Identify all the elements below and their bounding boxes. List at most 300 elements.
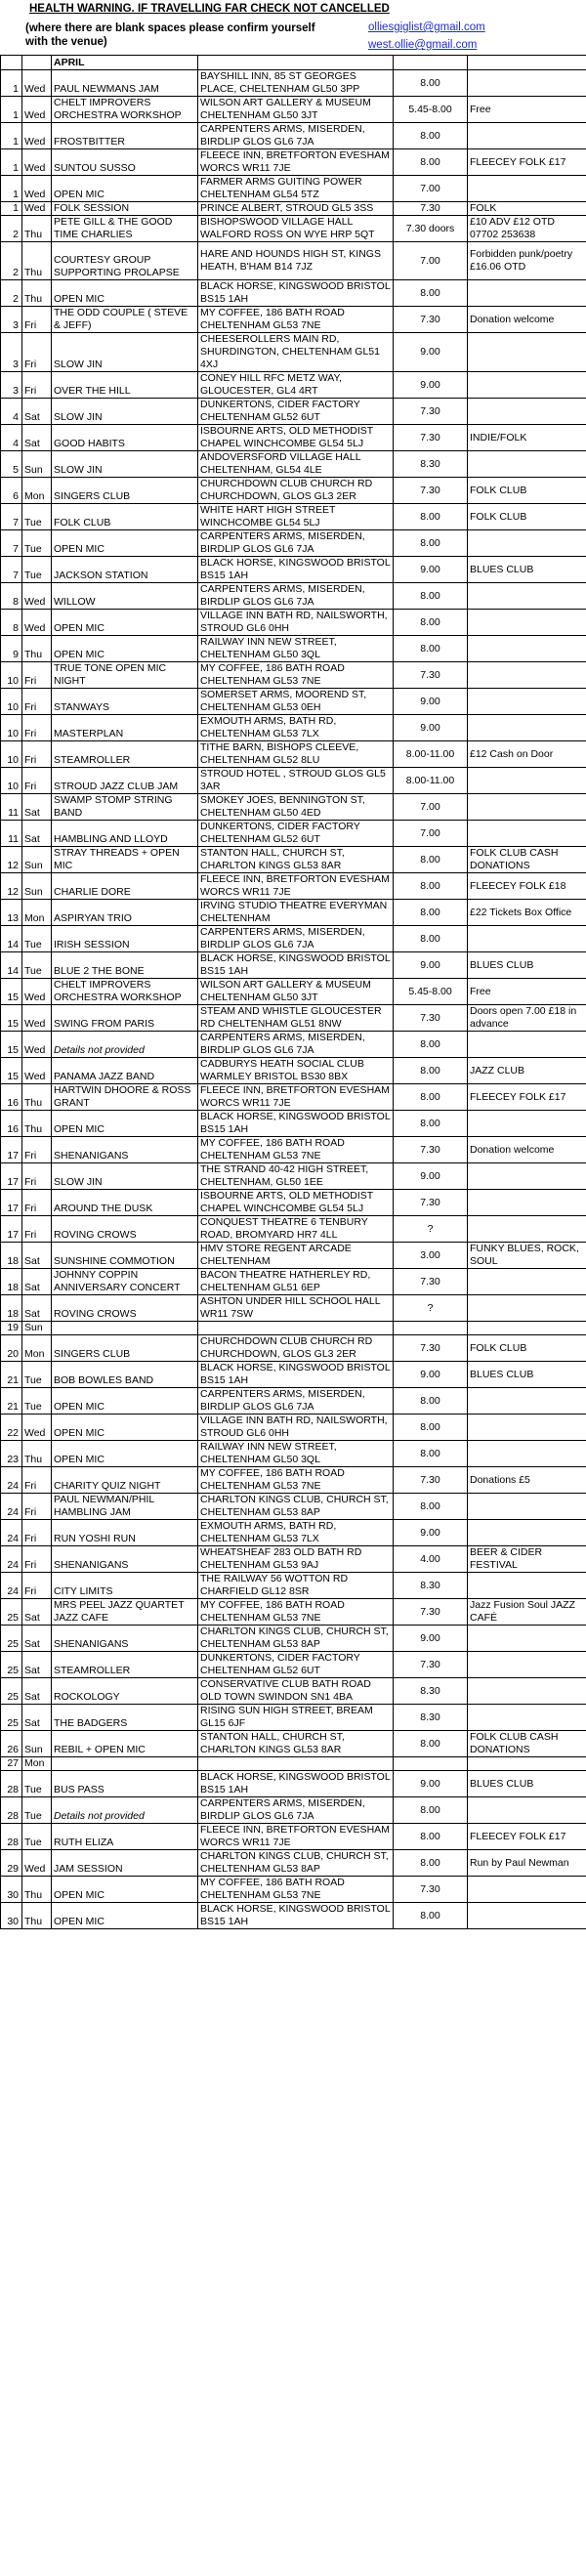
notes	[468, 794, 586, 821]
venue-address: BLACK HORSE, KINGSWOOD BRISTOL BS15 1AH	[198, 952, 394, 979]
venue-address: BLACK HORSE, KINGSWOOD BRISTOL BS15 1AH	[198, 1362, 394, 1388]
venue-address: RAILWAY INN NEW STREET, CHELTENHAM GL50 3QL	[198, 1441, 394, 1467]
weekday: Wed	[22, 583, 52, 610]
artist-name: HAMBLING AND LLOYD	[52, 821, 198, 847]
table-row	[1, 847, 586, 873]
table-row	[1, 979, 586, 1005]
day-number: 3	[1, 307, 22, 333]
day-number: 14	[1, 952, 22, 979]
start-time: 8.00	[394, 1494, 468, 1520]
notes: £10 ADV £12 OTD 07702 253638	[468, 216, 586, 242]
start-time: 8.00-11.00	[394, 768, 468, 794]
weekday: Sat	[22, 399, 52, 425]
day-number: 24	[1, 1546, 22, 1573]
notes: Free	[468, 979, 586, 1005]
weekday: Wed	[22, 1850, 52, 1877]
day-number: 18	[1, 1269, 22, 1295]
day-number: 20	[1, 1335, 22, 1362]
table-row	[1, 1388, 586, 1415]
start-time: 8.00	[394, 1032, 468, 1058]
notes: Free	[468, 97, 586, 123]
artist-name: FROSTBITTER	[52, 123, 198, 149]
table-row	[1, 1058, 586, 1084]
table-row	[1, 715, 586, 741]
table-row	[1, 1678, 586, 1705]
artist-name: COURTESY GROUP SUPPORTING PROLAPSE	[52, 242, 198, 280]
artist-name: OPEN MIC	[52, 1441, 198, 1467]
notes: FLEECEY FOLK £17	[468, 1084, 586, 1111]
start-time: 9.00	[394, 1520, 468, 1546]
venue-address: BLACK HORSE, KINGSWOOD BRISTOL BS15 1AH	[198, 280, 394, 307]
venue-address: CONQUEST THEATRE 6 TENBURY ROAD, BROMYARD HR7 4LL	[198, 1216, 394, 1243]
start-time: 7.00	[394, 794, 468, 821]
day-number: 23	[1, 1441, 22, 1467]
notes	[468, 1626, 586, 1652]
venue-address: TITHE BARN, BISHOPS CLEEVE, CHELTENHAM GL52 8LU	[198, 741, 394, 768]
day-number: 21	[1, 1388, 22, 1415]
weekday: Fri	[22, 1163, 52, 1190]
table-row	[1, 1467, 586, 1494]
venue-address: CHURCHDOWN CLUB CHURCH RD CHURCHDOWN, GLOS GL3 2ER	[198, 478, 394, 504]
venue-address: CARPENTERS ARMS, MISERDEN, BIRDLIP GLOS GL6 7JA	[198, 926, 394, 952]
table-row	[1, 242, 586, 280]
start-time: 8.00-11.00	[394, 741, 468, 768]
table-row	[1, 1441, 586, 1467]
artist-name: OPEN MIC	[52, 1415, 198, 1441]
artist-name: RUTH ELIZA	[52, 1824, 198, 1850]
start-time: ?	[394, 1295, 468, 1322]
start-time: 9.00	[394, 333, 468, 372]
table-row	[1, 504, 586, 530]
artist-name: CHELT IMPROVERS ORCHESTRA WORKSHOP	[52, 97, 198, 123]
day-number: 25	[1, 1705, 22, 1731]
notes	[468, 1322, 586, 1335]
weekday: Sun	[22, 847, 52, 873]
day-number: 25	[1, 1678, 22, 1705]
notes: Donation welcome	[468, 307, 586, 333]
notes	[468, 662, 586, 689]
table-row	[1, 1032, 586, 1058]
day-number: 15	[1, 1032, 22, 1058]
weekday: Sat	[22, 1652, 52, 1678]
artist-name: OPEN MIC	[52, 530, 198, 557]
start-time: 8.00	[394, 610, 468, 636]
artist-name: OPEN MIC	[52, 1903, 198, 1929]
venue-address: BLACK HORSE, KINGSWOOD BRISTOL BS15 1AH	[198, 1903, 394, 1929]
start-time: 8.00	[394, 280, 468, 307]
venue-address: CONEY HILL RFC METZ WAY, GLOUCESTER, GL4 4RT	[198, 372, 394, 399]
table-row	[1, 1190, 586, 1216]
day-number: 2	[1, 242, 22, 280]
venue-address: ASHTON UNDER HILL SCHOOL HALL WR11 7SW	[198, 1295, 394, 1322]
venue-address: WHITE HART HIGH STREET WINCHCOMBE GL54 5LJ	[198, 504, 394, 530]
day-number: 25	[1, 1599, 22, 1626]
venue-address: CARPENTERS ARMS, MISERDEN, BIRDLIP GLOS GL6 7JA	[198, 1797, 394, 1824]
weekday: Fri	[22, 333, 52, 372]
venue-address: MY COFFEE, 186 BATH ROAD CHELTENHAM GL53 7NE	[198, 1877, 394, 1903]
artist-name: BOB BOWLES BAND	[52, 1362, 198, 1388]
day-number: 16	[1, 1084, 22, 1111]
notes	[468, 926, 586, 952]
table-row	[1, 794, 586, 821]
artist-name: STEAMROLLER	[52, 1652, 198, 1678]
day-number: 15	[1, 1058, 22, 1084]
table-row	[1, 123, 586, 149]
weekday: Sun	[22, 873, 52, 900]
start-time: 8.30	[394, 1573, 468, 1599]
table-row	[1, 1269, 586, 1295]
artist-name: SLOW JIN	[52, 333, 198, 372]
notes: Forbidden punk/poetry £16.06 OTD	[468, 242, 586, 280]
table-row	[1, 1005, 586, 1032]
artist-name: SHENANIGANS	[52, 1626, 198, 1652]
artist-name: JOHNNY COPPIN ANNIVERSARY CONCERT	[52, 1269, 198, 1295]
weekday: Fri	[22, 1137, 52, 1163]
venue-address: HARE AND HOUNDS HIGH ST, KINGS HEATH, B'HAM B14 7JZ	[198, 242, 394, 280]
venue-address: MY COFFEE, 186 BATH ROAD CHELTENHAM GL53 7NE	[198, 1599, 394, 1626]
weekday: Wed	[22, 202, 52, 216]
artist-name: FOLK SESSION	[52, 202, 198, 216]
table-row	[1, 280, 586, 307]
day-number: 25	[1, 1626, 22, 1652]
start-time: 8.00	[394, 1388, 468, 1415]
notes	[468, 1573, 586, 1599]
notes	[468, 451, 586, 478]
artist-name: GOOD HABITS	[52, 425, 198, 451]
day-number: 17	[1, 1137, 22, 1163]
start-time: 7.30	[394, 662, 468, 689]
month-label: APRIL	[52, 56, 198, 70]
notes: £22 Tickets Box Office	[468, 900, 586, 926]
day-number: 10	[1, 741, 22, 768]
table-row	[1, 307, 586, 333]
artist-name: SINGERS CLUB	[52, 1335, 198, 1362]
artist-name: STRAY THREADS + OPEN MIC	[52, 847, 198, 873]
day-number: 18	[1, 1295, 22, 1322]
table-row	[1, 610, 586, 636]
venue-address: STROUD HOTEL , STROUD GLOS GL5 3AR	[198, 768, 394, 794]
table-row	[1, 1163, 586, 1190]
notes	[468, 1295, 586, 1322]
weekday: Wed	[22, 149, 52, 176]
start-time: 9.00	[394, 372, 468, 399]
day-number: 3	[1, 333, 22, 372]
day-number: 28	[1, 1771, 22, 1797]
notes	[468, 1388, 586, 1415]
venue-address: CARPENTERS ARMS, MISERDEN, BIRDLIP GLOS GL6 7JA	[198, 1032, 394, 1058]
table-row	[1, 1824, 586, 1850]
notes	[468, 1705, 586, 1731]
venue-address: ISBOURNE ARTS, OLD METHODIST CHAPEL WINCHCOMBE GL54 5LJ	[198, 425, 394, 451]
day-number: 1	[1, 70, 22, 97]
venue-address: HMV STORE REGENT ARCADE CHELTENHAM	[198, 1243, 394, 1269]
venue-address: STANTON HALL, CHURCH ST, CHARLTON KINGS GL53 8AR	[198, 847, 394, 873]
venue-address: FARMER ARMS GUITING POWER CHELTENHAM GL54 5TZ	[198, 176, 394, 202]
notes: FOLK CLUB	[468, 1335, 586, 1362]
artist-name: CHARITY QUIZ NIGHT	[52, 1467, 198, 1494]
notes: BEER & CIDER FESTIVAL	[468, 1546, 586, 1573]
weekday: Wed	[22, 1005, 52, 1032]
day-number: 15	[1, 1005, 22, 1032]
start-time: 9.00	[394, 1771, 468, 1797]
weekday: Tue	[22, 1362, 52, 1388]
weekday: Wed	[22, 123, 52, 149]
notes: FLEECEY FOLK £17	[468, 1824, 586, 1850]
table-row	[1, 1243, 586, 1269]
day-number: 4	[1, 425, 22, 451]
venue-address: SMOKEY JOES, BENNINGTON ST, CHELTENHAM GL50 4ED	[198, 794, 394, 821]
venue-address: CHARLTON KINGS CLUB, CHURCH ST, CHELTENHAM GL53 8AP	[198, 1850, 394, 1877]
weekday: Tue	[22, 504, 52, 530]
artist-name: HARTWIN DHOORE & ROSS GRANT	[52, 1084, 198, 1111]
venue-address: CARPENTERS ARMS, MISERDEN, BIRDLIP GLOS GL6 7JA	[198, 1388, 394, 1415]
day-number: 10	[1, 715, 22, 741]
notes: FOLK CLUB CASH DONATIONS	[468, 1731, 586, 1757]
artist-name: THE ODD COUPLE ( STEVE & JEFF)	[52, 307, 198, 333]
day-number: 1	[1, 97, 22, 123]
artist-name: FOLK CLUB	[52, 504, 198, 530]
notes: FOLK CLUB	[468, 504, 586, 530]
start-time: 8.00	[394, 123, 468, 149]
artist-name: SWING FROM PARIS	[52, 1005, 198, 1032]
month-row	[1, 56, 586, 70]
notes	[468, 1032, 586, 1058]
venue-address: FLEECE INN, BRETFORTON EVESHAM WORCS WR11 7JE	[198, 873, 394, 900]
artist-name: SHENANIGANS	[52, 1137, 198, 1163]
weekday: Fri	[22, 1520, 52, 1546]
day-number: 15	[1, 979, 22, 1005]
artist-name	[52, 1322, 198, 1335]
notes	[468, 1903, 586, 1929]
weekday: Thu	[22, 216, 52, 242]
artist-name: SWAMP STOMP STRING BAND	[52, 794, 198, 821]
day-number: 2	[1, 216, 22, 242]
venue-address	[198, 1322, 394, 1335]
artist-name: OPEN MIC	[52, 1111, 198, 1137]
artist-name: REBIL + OPEN MIC	[52, 1731, 198, 1757]
venue-address: MY COFFEE, 186 BATH ROAD CHELTENHAM GL53 7NE	[198, 307, 394, 333]
table-row	[1, 530, 586, 557]
table-row	[1, 741, 586, 768]
table-row	[1, 1111, 586, 1137]
start-time: 8.00	[394, 636, 468, 662]
table-row	[1, 176, 586, 202]
artist-name: JAM SESSION	[52, 1850, 198, 1877]
weekday: Tue	[22, 1797, 52, 1824]
table-row	[1, 1084, 586, 1111]
start-time: 5.45-8.00	[394, 97, 468, 123]
table-row	[1, 1903, 586, 1929]
table-row	[1, 557, 586, 583]
day-number: 10	[1, 662, 22, 689]
venue-address: IRVING STUDIO THEATRE EVERYMAN CHELTENHAM	[198, 900, 394, 926]
artist-name: SUNSHINE COMMOTION	[52, 1243, 198, 1269]
table-row	[1, 372, 586, 399]
artist-name: ROVING CROWS	[52, 1295, 198, 1322]
venue-address: BLACK HORSE, KINGSWOOD BRISTOL BS15 1AH	[198, 557, 394, 583]
day-number: 10	[1, 689, 22, 715]
artist-name: PANAMA JAZZ BAND	[52, 1058, 198, 1084]
venue-address: BACON THEATRE HATHERLEY RD, CHELTENHAM GL51 6EP	[198, 1269, 394, 1295]
weekday: Wed	[22, 1415, 52, 1441]
notes	[468, 715, 586, 741]
day-number: 1	[1, 202, 22, 216]
start-time: 7.30 doors	[394, 216, 468, 242]
artist-name: Details not provided	[52, 1797, 198, 1824]
weekday: Wed	[22, 70, 52, 97]
table-row	[1, 662, 586, 689]
day-number: 3	[1, 372, 22, 399]
day-number: 30	[1, 1877, 22, 1903]
notes: Doors open 7.00 £18 in advance	[468, 1005, 586, 1032]
venue-address: SOMERSET ARMS, MOOREND ST, CHELTENHAM GL53 0EH	[198, 689, 394, 715]
table-row	[1, 1705, 586, 1731]
day-number: 5	[1, 451, 22, 478]
weekday: Fri	[22, 307, 52, 333]
table-row	[1, 70, 586, 97]
table-row	[1, 216, 586, 242]
day-number: 12	[1, 873, 22, 900]
artist-name: SINGERS CLUB	[52, 478, 198, 504]
start-time: 7.30	[394, 1877, 468, 1903]
venue-address: DUNKERTONS, CIDER FACTORY CHELTENHAM GL52 6UT	[198, 821, 394, 847]
notes	[468, 176, 586, 202]
table-row	[1, 1335, 586, 1362]
start-time: 7.30	[394, 1190, 468, 1216]
notes	[468, 123, 586, 149]
venue-address: FLEECE INN, BRETFORTON EVESHAM WORCS WR11 7JE	[198, 1084, 394, 1111]
start-time: 8.00	[394, 1084, 468, 1111]
weekday: Sun	[22, 451, 52, 478]
artist-name: MRS PEEL JAZZ QUARTET JAZZ CAFE	[52, 1599, 198, 1626]
day-number: 17	[1, 1216, 22, 1243]
table-row	[1, 1322, 586, 1335]
venue-address: FLEECE INN, BRETFORTON EVESHAM WORCS WR11 7JE	[198, 149, 394, 176]
start-time: 9.00	[394, 689, 468, 715]
notes	[468, 280, 586, 307]
table-row	[1, 583, 586, 610]
venue-address	[198, 1757, 394, 1771]
table-row	[1, 821, 586, 847]
day-number: 24	[1, 1494, 22, 1520]
venue-address: CHARLTON KINGS CLUB, CHURCH ST, CHELTENHAM GL53 8AP	[198, 1494, 394, 1520]
day-number: 2	[1, 280, 22, 307]
day-number: 24	[1, 1520, 22, 1546]
day-number: 29	[1, 1850, 22, 1877]
weekday: Thu	[22, 1084, 52, 1111]
artist-name: OVER THE HILL	[52, 372, 198, 399]
notes	[468, 1797, 586, 1824]
confirm-note: (where there are blank spaces please confirm yourself with the venue)	[25, 22, 315, 48]
day-number: 4	[1, 399, 22, 425]
table-row	[1, 399, 586, 425]
table-row	[1, 1494, 586, 1520]
weekday: Fri	[22, 1216, 52, 1243]
venue-address: EXMOUTH ARMS, BATH RD, CHELTENHAM GL53 7LX	[198, 1520, 394, 1546]
table-row	[1, 202, 586, 216]
start-time: 9.00	[394, 557, 468, 583]
start-time: 7.30	[394, 1467, 468, 1494]
weekday: Wed	[22, 979, 52, 1005]
weekday: Fri	[22, 1190, 52, 1216]
table-row	[1, 1546, 586, 1573]
venue-address: VILLAGE INN BATH RD, NAILSWORTH, STROUD GL6 0HH	[198, 610, 394, 636]
weekday: Thu	[22, 1111, 52, 1137]
table-row	[1, 1573, 586, 1599]
venue-address: CARPENTERS ARMS, MISERDEN, BIRDLIP GLOS GL6 7JA	[198, 123, 394, 149]
table-row	[1, 689, 586, 715]
artist-name	[52, 1757, 198, 1771]
artist-name: Details not provided	[52, 1032, 198, 1058]
start-time: 7.00	[394, 821, 468, 847]
weekday: Sat	[22, 1243, 52, 1269]
weekday: Fri	[22, 715, 52, 741]
start-time: 3.00	[394, 1243, 468, 1269]
start-time: 7.30	[394, 478, 468, 504]
table-row	[1, 478, 586, 504]
weekday: Wed	[22, 176, 52, 202]
start-time: 9.00	[394, 952, 468, 979]
table-row	[1, 1771, 586, 1797]
artist-name: SLOW JIN	[52, 399, 198, 425]
artist-name: PAUL NEWMAN/PHIL HAMBLING JAM	[52, 1494, 198, 1520]
artist-name: SHENANIGANS	[52, 1546, 198, 1573]
notes: FOLK	[468, 202, 586, 216]
venue-address: MY COFFEE, 186 BATH ROAD CHELTENHAM GL53 7NE	[198, 662, 394, 689]
notes	[468, 1757, 586, 1771]
start-time: 8.30	[394, 1705, 468, 1731]
notes: FLEECEY FOLK £18	[468, 873, 586, 900]
table-row	[1, 1599, 586, 1626]
venue-address: WILSON ART GALLERY & MUSEUM CHELTENHAM GL50 3JT	[198, 97, 394, 123]
notes	[468, 333, 586, 372]
venue-address: FLEECE INN, BRETFORTON EVESHAM WORCS WR11 7JE	[198, 1824, 394, 1850]
start-time: 7.30	[394, 307, 468, 333]
venue-address: ISBOURNE ARTS, OLD METHODIST CHAPEL WINCHCOMBE GL54 5LJ	[198, 1190, 394, 1216]
weekday: Fri	[22, 372, 52, 399]
notes: Jazz Fusion Soul JAZZ CAFÉ	[468, 1599, 586, 1626]
day-number: 19	[1, 1322, 22, 1335]
table-row	[1, 1877, 586, 1903]
weekday: Wed	[22, 97, 52, 123]
email-link-2[interactable]: west.ollie@gmail.com	[368, 39, 478, 51]
start-time	[394, 1757, 468, 1771]
weekday: Thu	[22, 242, 52, 280]
day-number: 17	[1, 1190, 22, 1216]
start-time: 8.00	[394, 70, 468, 97]
artist-name: SUNTOU SUSSO	[52, 149, 198, 176]
start-time: 8.00	[394, 1441, 468, 1467]
notes	[468, 530, 586, 557]
start-time: 7.30	[394, 1137, 468, 1163]
email-link-1[interactable]: olliesgiglist@gmail.com	[368, 21, 485, 33]
day-number: 1	[1, 176, 22, 202]
notes	[468, 1678, 586, 1705]
notes: BLUES CLUB	[468, 1771, 586, 1797]
artist-name: JACKSON STATION	[52, 557, 198, 583]
start-time	[394, 1322, 468, 1335]
venue-address: CARPENTERS ARMS, MISERDEN, BIRDLIP GLOS GL6 7JA	[198, 530, 394, 557]
weekday: Tue	[22, 1388, 52, 1415]
table-row	[1, 1362, 586, 1388]
notes	[468, 1520, 586, 1546]
artist-name: SLOW JIN	[52, 451, 198, 478]
start-time: 8.00	[394, 1903, 468, 1929]
weekday: Sat	[22, 1678, 52, 1705]
table-row	[1, 768, 586, 794]
artist-name: STROUD JAZZ CLUB JAM	[52, 768, 198, 794]
weekday: Tue	[22, 1824, 52, 1850]
